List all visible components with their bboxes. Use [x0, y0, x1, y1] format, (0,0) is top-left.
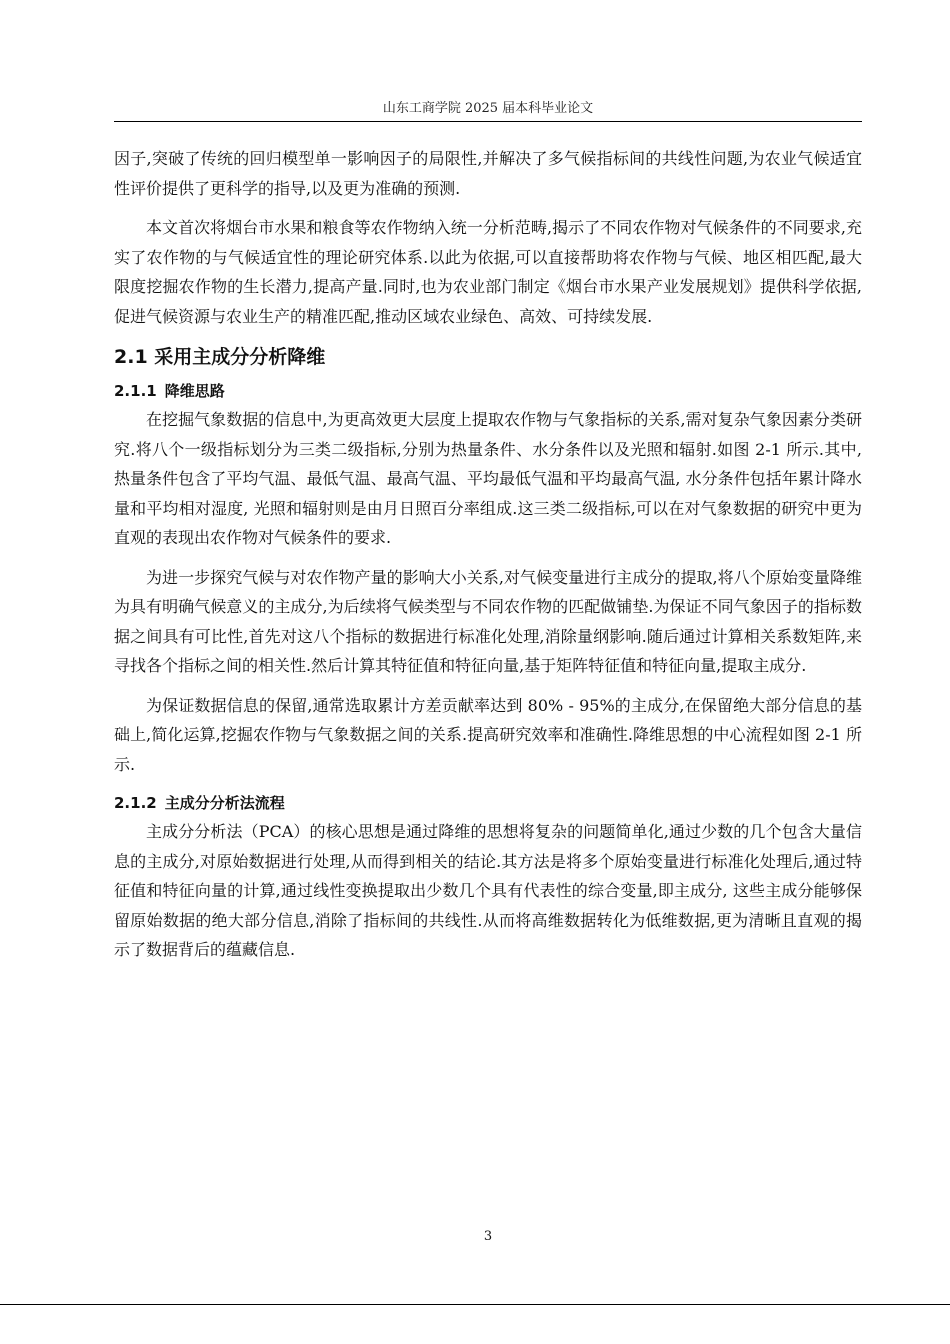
paragraph-dimension-reduction-idea: 在挖掘气象数据的信息中,为更高效更大层度上提取农作物与气象指标的关系,需对复杂气象因素分类研究.将八个一级指标划分为三类二级指标,分别为热量条件、水分条件以及光照和辐射.如图 2-1 所示.其中,热量条件包含了平均气温、最低气温、最高气温、平均最低气温和平均最高气温, 水分条件包括年累计降水量和平均相对湿度, 光照和辐射则是由月日照百分率组成.这三类二级指标,可以在对气象数据的研究中更为直观的表现出农作物对气候条件的要求.	[114, 410, 862, 547]
paragraph-variance-threshold: 为保证数据信息的保留,通常选取累计方差贡献率达到 80% - 95%的主成分,在保留绝大部分信息的基础上,简化运算,挖掘农作物与气象数据之间的关系.提高研究效率和准确性.降维思想的中心流程如图 2-1 所示.	[114, 695, 862, 774]
header-rule	[114, 121, 862, 122]
page-bottom-rule	[0, 1304, 950, 1305]
subsection-heading-2-1-1	[114, 377, 862, 405]
subsection-title: 主成分分析法流程	[164, 794, 285, 812]
subsection-number: 2.1.2	[114, 794, 157, 812]
page-number: 3	[483, 1229, 493, 1244]
page-body	[114, 144, 862, 975]
running-header: 山东工商学院 2025 届本科毕业论文	[382, 101, 594, 116]
subsection-number: 2.1.1	[114, 382, 157, 400]
paragraph-contribution: 本文首次将烟台市水果和粮食等农作物纳入统一分析范畴,揭示了不同农作物对气候条件的不同要求,充实了农作物的与气候适宜性的理论研究体系.以此为依据,可以直接帮助将农作物与气候、地区相匹配,最大限度挖掘农作物的生长潜力,提高产量.同时,也为农业部门制定《烟台市水果产业发展规划》提供科学依据,促进气候资源与农业生产的精准匹配,推动区域农业绿色、高效、可持续发展.	[114, 218, 862, 326]
paragraph-pca-method: 主成分分析法（PCA）的核心思想是通过降维的思想将复杂的问题简单化,通过少数的几个包含大量信息的主成分,对原始数据进行处理,从而得到相关的结论.其方法是将多个原始变量进行标准化处理后,通过特征值和特征向量的计算,通过线性变换提取出少数几个具有代表性的综合变量,即主成分, 这些主成分能够保留原始数据的绝大部分信息,消除了指标间的共线性.从而将高维数据转化为低维数据,更为清晰且直观的揭示了数据背后的蕴藏信息.	[114, 822, 862, 959]
section-heading-2-1: 2.1 采用主成分分析降维	[114, 346, 326, 368]
subsection-heading-2-1-2	[114, 789, 862, 817]
paragraph-continued: 因子,突破了传统的回归模型单一影响因子的局限性,并解决了多气候指标间的共线性问题,为农业气候适宜性评价提供了更科学的指导,以及更为准确的预测.	[114, 149, 862, 198]
paragraph-pca-extraction: 为进一步探究气候与对农作物产量的影响大小关系,对气候变量进行主成分的提取,将八个原始变量降维为具有明确气候意义的主成分,为后续将气候类型与不同农作物的匹配做铺垫.为保证不同气象因子的指标数据之间具有可比性,首先对这八个指标的数据进行标准化处理,消除量纲影响.随后通过计算相关系数矩阵,来寻找各个指标之间的相关性.然后计算其特征值和特征向量,基于矩阵特征值和特征向量,提取主成分.	[114, 567, 862, 675]
subsection-title: 降维思路	[164, 382, 225, 400]
